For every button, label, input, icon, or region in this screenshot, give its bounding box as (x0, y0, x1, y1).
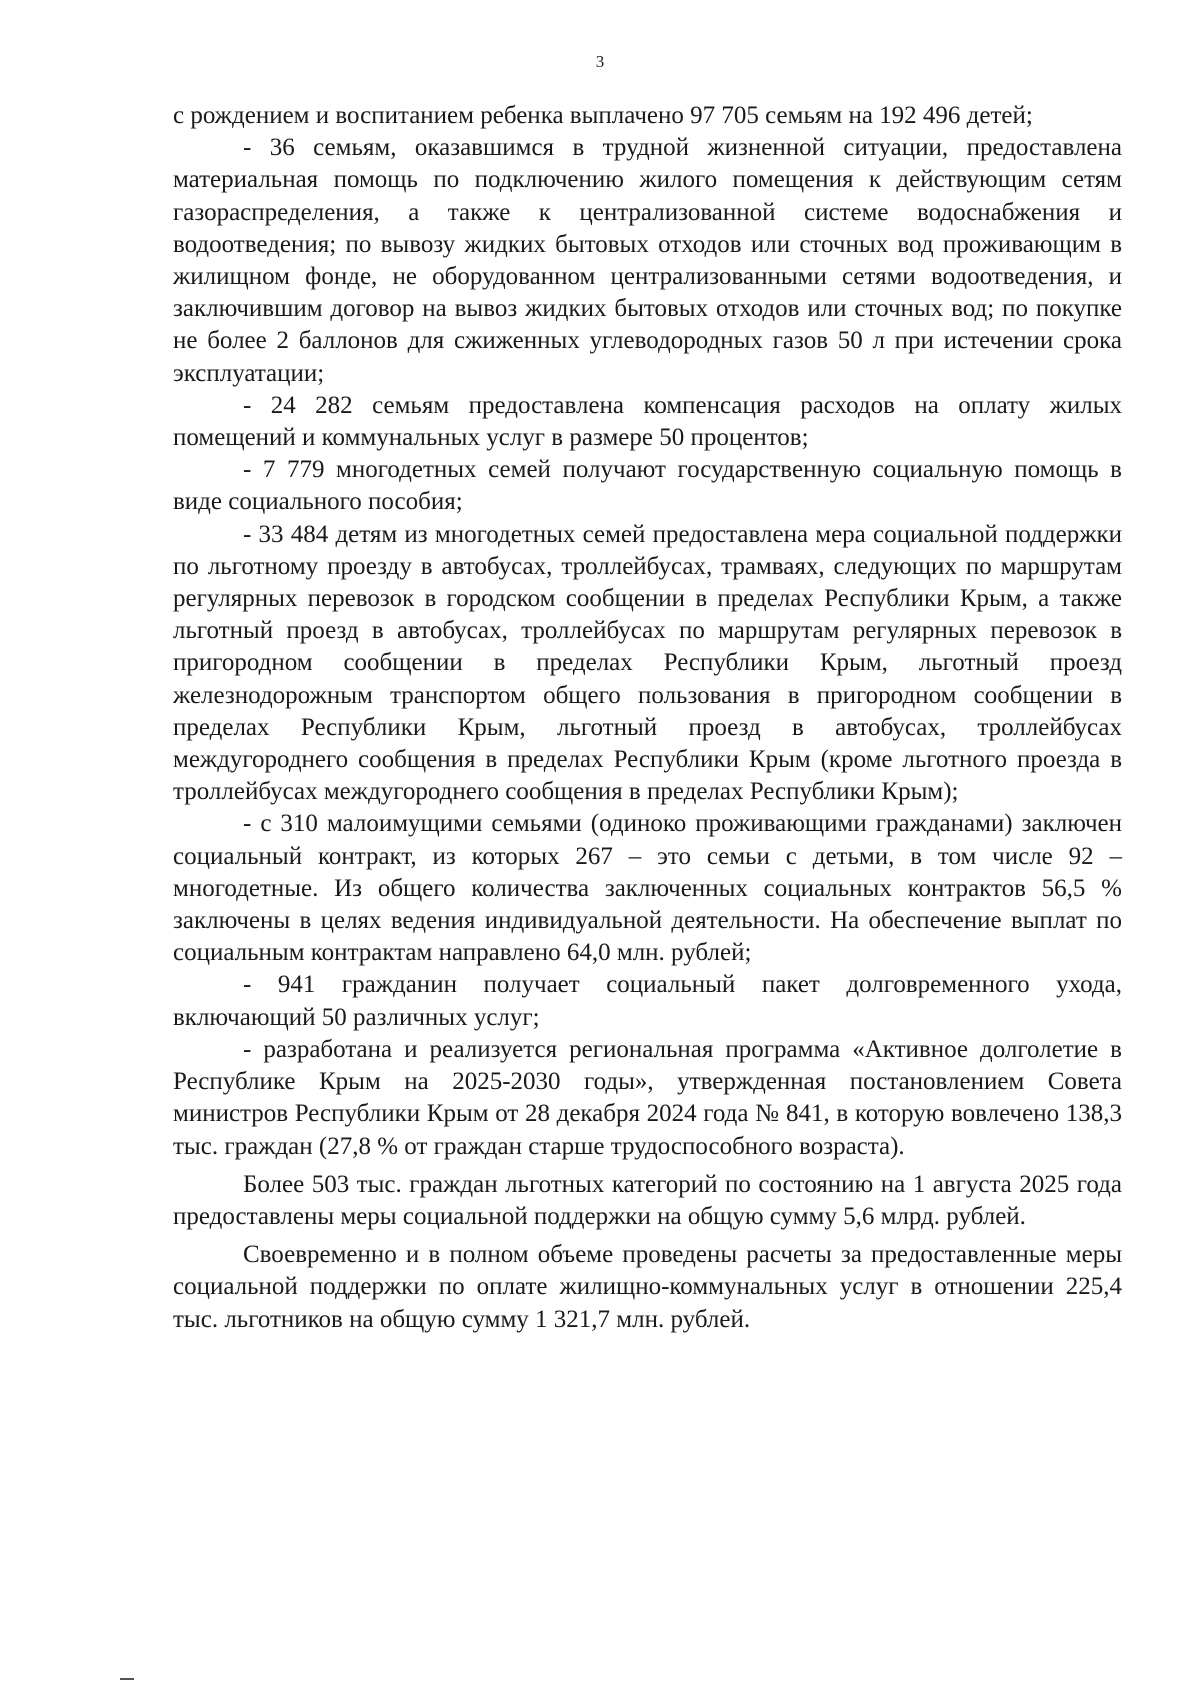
paragraph-large-family-allowance: - 7 779 многодетных семей получают государственную социальную помощь в виде социального пособия; (173, 456, 1122, 516)
paragraph-long-term-care: - 941 гражданин получает социальный пакет долговременного ухода, включающий 50 различных услуг; (173, 971, 1122, 1031)
paragraph-social-contract: - с 310 малоимущими семьями (одиноко проживающими гражданами) заключен социальный контракт, из которых 267 – это семьи с детьми, в том числе 92 – многодетные. Из общего количества заключенных социальных контрактов 56,5 % заключены в целях ведения индивидуальной деятельности. На обеспечение выплат по социальным контрактам направлено 64,0 млн. рублей; (173, 810, 1122, 967)
page-number: 3 (595, 52, 605, 71)
paragraph-utility-settlements: Своевременно и в полном объеме проведены расчеты за предоставленные меры социальной поддержки по оплате жилищно-коммунальных услуг в отношении 225,4 тыс. льготников на общую сумму 1 321,7 млн. рублей. (173, 1241, 1122, 1333)
paragraph-housing-compensation: - 24 282 семьям предоставлена компенсация расходов на оплату жилых помещений и коммунальных услуг в размере 50 процентов; (173, 391, 1122, 452)
paragraph-child-birth-payments: с рождением и воспитанием ребенка выплачено 97 705 семьям на 192 496 детей; (173, 102, 1033, 129)
scan-corner-mark (120, 1678, 134, 1680)
document-body (173, 100, 1122, 1336)
paragraph-transport-benefit: - 33 484 детям из многодетных семей предоставлена мера социальной поддержки по льготному проезду в автобусах, троллейбусах, трамваях, следующих по маршрутам регулярных перевозок в городском сообщении в пределах Республики Крым, а также льготный проезд в автобусах, троллейбусах по маршрутам регулярных перевозок в пригородном сообщении в пределах Республики Крым, льготный проезд железнодорожным транспортом общего пользования в пригородном сообщении в пределах Республики Крым, льготный проезд в автобусах, троллейбусах междугороднего сообщения в пределах Республики Крым (кроме льготного проезда в троллейбусах междугороднего сообщения в пределах Республики Крым); (173, 520, 1122, 806)
paragraph-hardship-aid: - 36 семьям, оказавшимся в трудной жизненной ситуации, предоставлена материальная помощь по подключению жилого помещения к действующим сетям газораспределения, а также к централизованной системе водоснабжения и водоотведения; по вывозу жидких бытовых отходов или сточных вод проживающим в жилищном фонде, не оборудованном централизованными сетями водоотведения, и заключившим договор на вывоз жидких бытовых отходов или сточных вод; по покупке не более 2 баллонов для сжиженных углеводородных газов 50 л при истечении срока эксплуатации; (173, 134, 1122, 387)
paragraph-active-longevity-program: - разработана и реализуется региональная программа «Активное долголетие в Республике Крым на 2025-2030 годы», утвержденная постановлением Совета министров Республики Крым от 28 декабря 2024 года № 841, в которую вовлечено 138,3 тыс. граждан (27,8 % от граждан старше трудоспособного возраста). (173, 1035, 1122, 1160)
paragraph-benefit-recipients: Более 503 тыс. граждан льготных категорий по состоянию на 1 августа 2025 года предоставлены меры социальной поддержки на общую сумму 5,6 млрд. рублей. (173, 1170, 1122, 1230)
